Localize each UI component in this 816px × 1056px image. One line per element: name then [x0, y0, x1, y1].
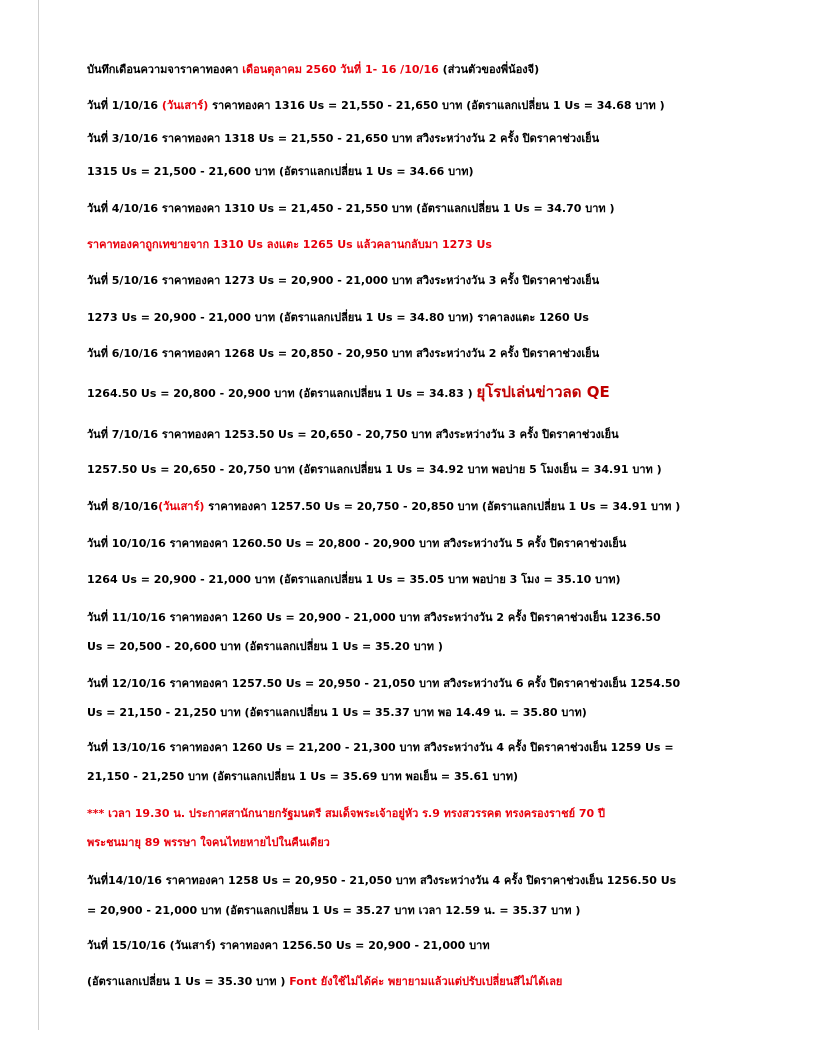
title-highlight: เดือนตุลาคม 2560 วันที่ 1- 16 /10/16 [242, 63, 439, 76]
entry-line-14 [87, 572, 621, 588]
entry-line-4 [87, 201, 614, 217]
entry-text: วันที่ 3/10/16 ราคาทองคา 1318 Us = 21,550 - 21,650 บาท สวิงระหว่างวัน 2 ครั้ง ปิดราคาช่วงเย็น [87, 132, 600, 145]
entry-text: วันที่ 7/10/16 ราคาทองคา 1253.50 Us = 20,650 - 20,750 บาท สวิงระหว่างวัน 3 ครั้ง ปิดราคาช่วงเย็น [87, 428, 619, 441]
entry-line-25 [87, 938, 490, 954]
entry-line-12 [87, 499, 680, 515]
entry-text: 1257.50 Us = 20,650 - 20,750 บาท (อัตราแลกเปลี่ยน 1 Us = 34.92 บาท พอบ่าย 5 โมงเย็น = 34.91 บาท ) [87, 463, 662, 476]
red-note-selloff [87, 237, 492, 253]
entry-text-tail: ราคาทองคา 1257.50 Us = 20,750 - 20,850 บาท (อัตราแลกเปลี่ยน 1 Us = 34.91 บาท ) [204, 500, 681, 513]
entry-line-24 [87, 903, 580, 919]
red-note-announcement-cont [87, 835, 330, 851]
entry-text: วันที่ 10/10/16 ราคาทองคา 1260.50 Us = 20,800 - 20,900 บาท สวิงระหว่างวัน 5 ครั้ง ปิดราคาช่วงเย็น [87, 537, 627, 550]
entry-text: วันที่ 6/10/16 ราคาทองคา 1268 Us = 20,850 - 20,950 บาท สวิงระหว่างวัน 2 ครั้ง ปิดราคาช่วงเย็น [87, 347, 600, 360]
entry-highlight: ราคาทองคาถูกเทขายจาก 1310 Us ลงแตะ 1265 Us แล้วคลานกลับมา 1273 Us [87, 238, 492, 251]
entry-line-16 [87, 639, 443, 655]
entry-line-9 [87, 384, 610, 402]
entry-line-15 [87, 610, 661, 626]
entry-highlight-font-note: Font ยังใช้ไม่ได้ค่ะ พยายามแล้วแต่ปรับเปลี่ยนสีไม่ได้เลย [289, 975, 563, 988]
entry-line-6 [87, 273, 599, 289]
red-note-announcement [87, 806, 605, 822]
entry-text: 1264.50 Us = 20,800 - 20,900 บาท (อัตราแลกเปลี่ยน 1 Us = 34.83 ) [87, 387, 477, 400]
entry-text: วันที่ 5/10/16 ราคาทองคา 1273 Us = 20,900 - 21,000 บาท สวิงระหว่างวัน 3 ครั้ง ปิดราคาช่วงเย็น [87, 274, 600, 287]
entry-text: วันที่ 12/10/16 ราคาทองคา 1257.50 Us = 20,950 - 21,050 บาท สวิงระหว่างวัน 6 ครั้ง ปิดราคาช่วงเย็น 1254.50 [87, 677, 681, 690]
entry-text: Us = 21,150 - 21,250 บาท (อัตราแลกเปลี่ยน 1 Us = 35.37 บาท พอ 14.49 น. = 35.80 บาท) [87, 706, 587, 719]
entry-line-11 [87, 462, 662, 478]
entry-highlight: พระชนมายุ 89 พรรษา ใจคนไทยหายไปในคืนเดียว [87, 836, 330, 849]
entry-text: 21,150 - 21,250 บาท (อัตราแลกเปลี่ยน 1 Us = 35.69 บาท พอเย็น = 35.61 บาท) [87, 770, 519, 783]
entry-line-7 [87, 310, 589, 326]
entry-line-23 [87, 873, 676, 889]
entry-text: วันที่ 11/10/16 ราคาทองคา 1260 Us = 20,900 - 21,000 บาท สวิงระหว่างวัน 2 ครั้ง ปิดราคาช่วงเย็น 1236.50 [87, 611, 661, 624]
entry-line-1 [87, 98, 665, 114]
entry-text: (อัตราแลกเปลี่ยน 1 Us = 35.30 บาท ) [87, 975, 290, 988]
entry-text-tail: ราคาทองคา 1316 Us = 21,550 - 21,650 บาท (อัตราแลกเปลี่ยน 1 Us = 34.68 บาท ) [208, 99, 665, 112]
entry-line-3 [87, 164, 474, 180]
entry-text: = 20,900 - 21,000 บาท (อัตราแลกเปลี่ยน 1 Us = 35.27 บาท เวลา 12.59 น. = 35.37 บาท ) [87, 904, 581, 917]
entry-text: Us = 20,500 - 20,600 บาท (อัตราแลกเปลี่ยน 1 Us = 35.20 บาท ) [87, 640, 443, 653]
entry-text: วันที่ 15/10/16 (วันเสาร์) ราคาทองคา 1256.50 Us = 20,900 - 21,000 บาท [87, 939, 490, 952]
entry-line-2 [87, 131, 599, 147]
entry-highlight: *** เวลา 19.30 น. ประกาศสานักนายกรัฐมนตรี สมเด็จพระเจ้าอยู่หัว ร.9 ทรงสวรรคต ทรงครองราชย์ 70 ปี [87, 807, 605, 820]
entry-text: วันที่ 1/10/16 [87, 99, 162, 112]
entry-line-17 [87, 676, 680, 692]
entry-highlight-saturday: (วันเสาร์) [161, 99, 209, 112]
entry-line-26 [87, 974, 562, 990]
title-prefix: บันทึกเดือนความจาราคาทองคา [87, 63, 243, 76]
page-left-edge [38, 0, 39, 1030]
entry-text: 1315 Us = 21,500 - 21,600 บาท (อัตราแลกเปลี่ยน 1 Us = 34.66 บาท) [87, 165, 474, 178]
entry-line-13 [87, 536, 626, 552]
entry-line-10 [87, 427, 619, 443]
entry-text: 1273 Us = 20,900 - 21,000 บาท (อัตราแลกเปลี่ยน 1 Us = 34.80 บาท) ราคาลงแตะ 1260 Us [87, 311, 589, 324]
entry-highlight-saturday: (วันเสาร์) [158, 500, 205, 513]
entry-text: วันที่ 13/10/16 ราคาทองคา 1260 Us = 21,200 - 21,300 บาท สวิงระหว่างวัน 4 ครั้ง ปิดราคาช่วงเย็น 1259 Us = [87, 741, 674, 754]
entry-text: วันที่ 8/10/16 [87, 500, 159, 513]
entry-text: วันที่14/10/16 ราคาทองคา 1258 Us = 20,950 - 21,050 บาท สวิงระหว่างวัน 4 ครั้ง ปิดราคาช่วงเย็น 1256.50 Us [87, 874, 677, 887]
document-title [87, 62, 539, 78]
entry-line-19 [87, 740, 674, 756]
entry-text: วันที่ 4/10/16 ราคาทองคา 1310 Us = 21,450 - 21,550 บาท (อัตราแลกเปลี่ยน 1 Us = 34.70 บาท ) [87, 202, 615, 215]
entry-line-8 [87, 346, 599, 362]
entry-text: 1264 Us = 20,900 - 21,000 บาท (อัตราแลกเปลี่ยน 1 Us = 35.05 บาท พอบ่าย 3 โมง = 35.10 บาท) [87, 573, 621, 586]
entry-line-18 [87, 705, 587, 721]
entry-line-20 [87, 769, 518, 785]
entry-highlight-qe-news: ยุโรปเล่นข่าวลด QE [476, 383, 610, 401]
title-suffix: (ส่วนตัวของพี่น้องจี) [438, 63, 540, 76]
